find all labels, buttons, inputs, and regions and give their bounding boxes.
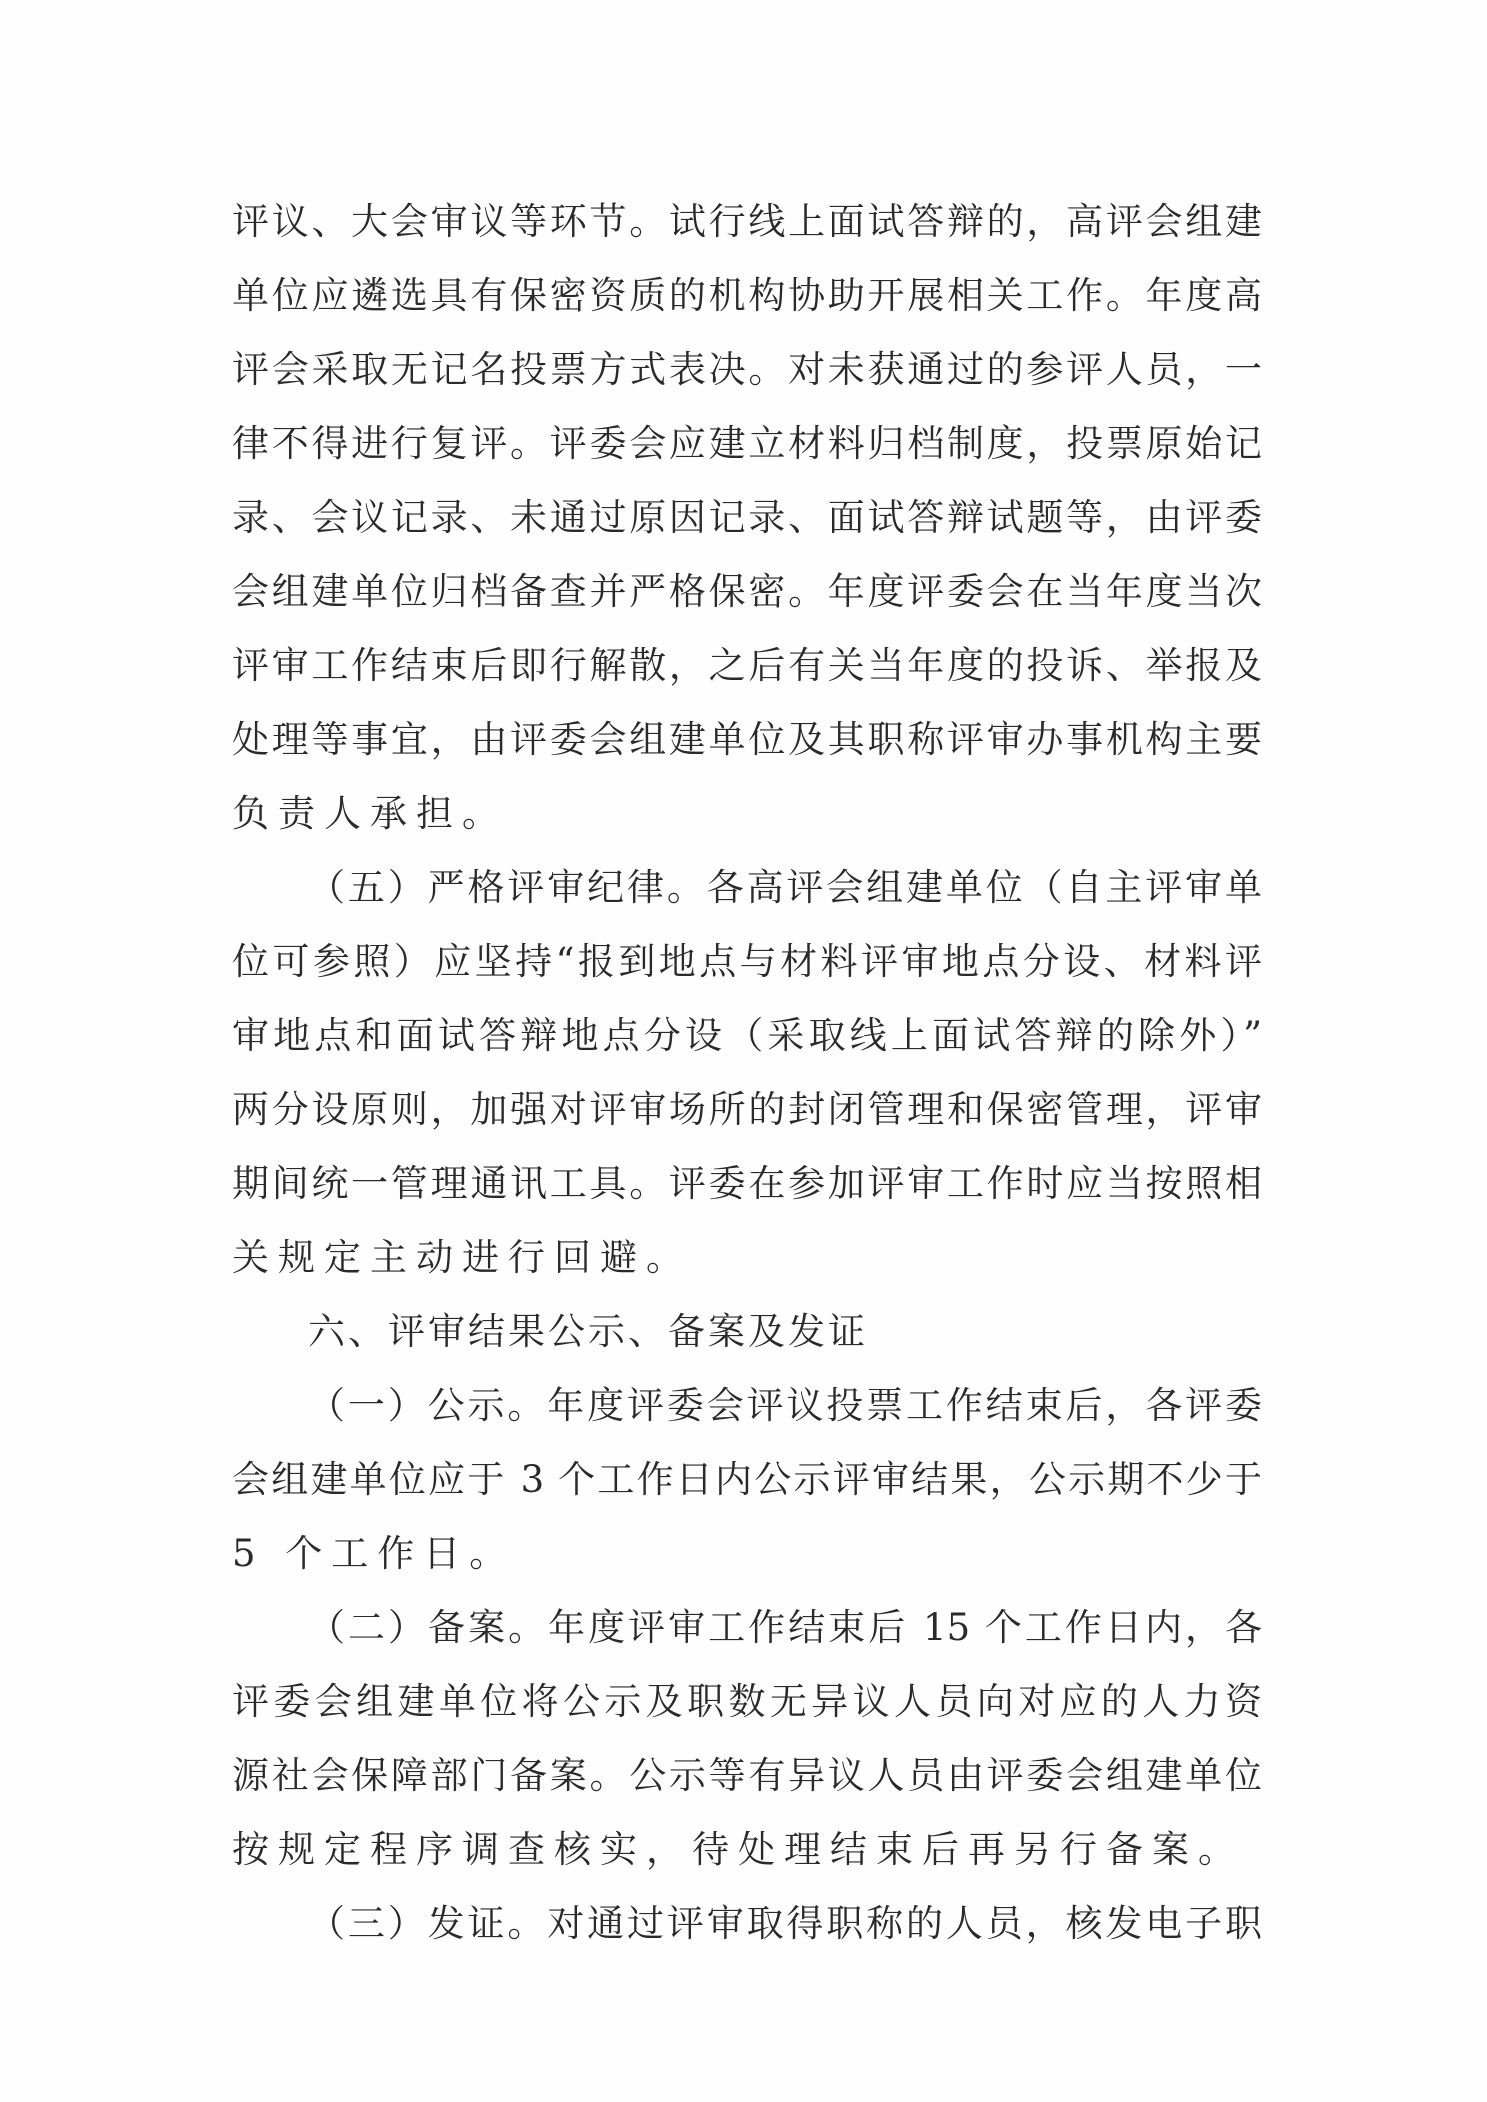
text-line: 审地点和面试答辩地点分设（采取线上面试答辩的除外）” xyxy=(232,1014,1262,1057)
text-line: 会组建单位应于 3 个工作日内公示评审结果，公示期不少于 xyxy=(232,1458,1262,1501)
text-line: （一）公示。年度评委会评议投票工作结束后，各评委 xyxy=(308,1384,1262,1427)
text-line: 源社会保障部门备案。公示等有异议人员由评委会组建单位 xyxy=(232,1754,1262,1797)
text-line: 评会采取无记名投票方式表决。对未获通过的参评人员，一 xyxy=(232,348,1262,391)
text-line: 期间统一管理通讯工具。评委在参加评审工作时应当按照相 xyxy=(232,1162,1262,1205)
text-line: 单位应遴选具有保密资质的机构协助开展相关工作。年度高 xyxy=(232,274,1262,317)
text-line: （五）严格评审纪律。各高评会组建单位（自主评审单 xyxy=(308,866,1262,909)
text-line: 按规定程序调查核实，待处理结束后再另行备案。 xyxy=(232,1828,1244,1871)
text-line: 会组建单位归档备查并严格保密。年度评委会在当年度当次 xyxy=(232,570,1262,613)
text-line: 位可参照）应坚持“报到地点与材料评审地点分设、材料评 xyxy=(232,940,1262,983)
text-line: 评议、大会审议等环节。试行线上面试答辩的，高评会组建 xyxy=(232,200,1262,243)
text-line: 两分设原则，加强对评审场所的封闭管理和保密管理，评审 xyxy=(232,1088,1262,1131)
text-line: （三）发证。对通过评审取得职称的人员，核发电子职 xyxy=(308,1902,1262,1945)
text-line: 录、会议记录、未通过原因记录、面试答辩试题等，由评委 xyxy=(232,496,1262,539)
text-line: 评审工作结束后即行解散，之后有关当年度的投诉、举报及 xyxy=(232,644,1262,687)
text-line: 评委会组建单位将公示及职数无异议人员向对应的人力资 xyxy=(232,1680,1262,1723)
text-line: 负责人承担。 xyxy=(232,792,508,835)
text-line: 5 个工作日。 xyxy=(232,1532,516,1575)
text-line: 律不得进行复评。评委会应建立材料归档制度，投票原始记 xyxy=(232,422,1262,465)
text-line: 关规定主动进行回避。 xyxy=(232,1236,692,1279)
text-line: （二）备案。年度评审工作结束后 15 个工作日内，各 xyxy=(308,1606,1262,1649)
section-heading: 六、评审结果公示、备案及发证 xyxy=(308,1310,868,1353)
text-line: 处理等事宜，由评委会组建单位及其职称评审办事机构主要 xyxy=(232,718,1262,761)
